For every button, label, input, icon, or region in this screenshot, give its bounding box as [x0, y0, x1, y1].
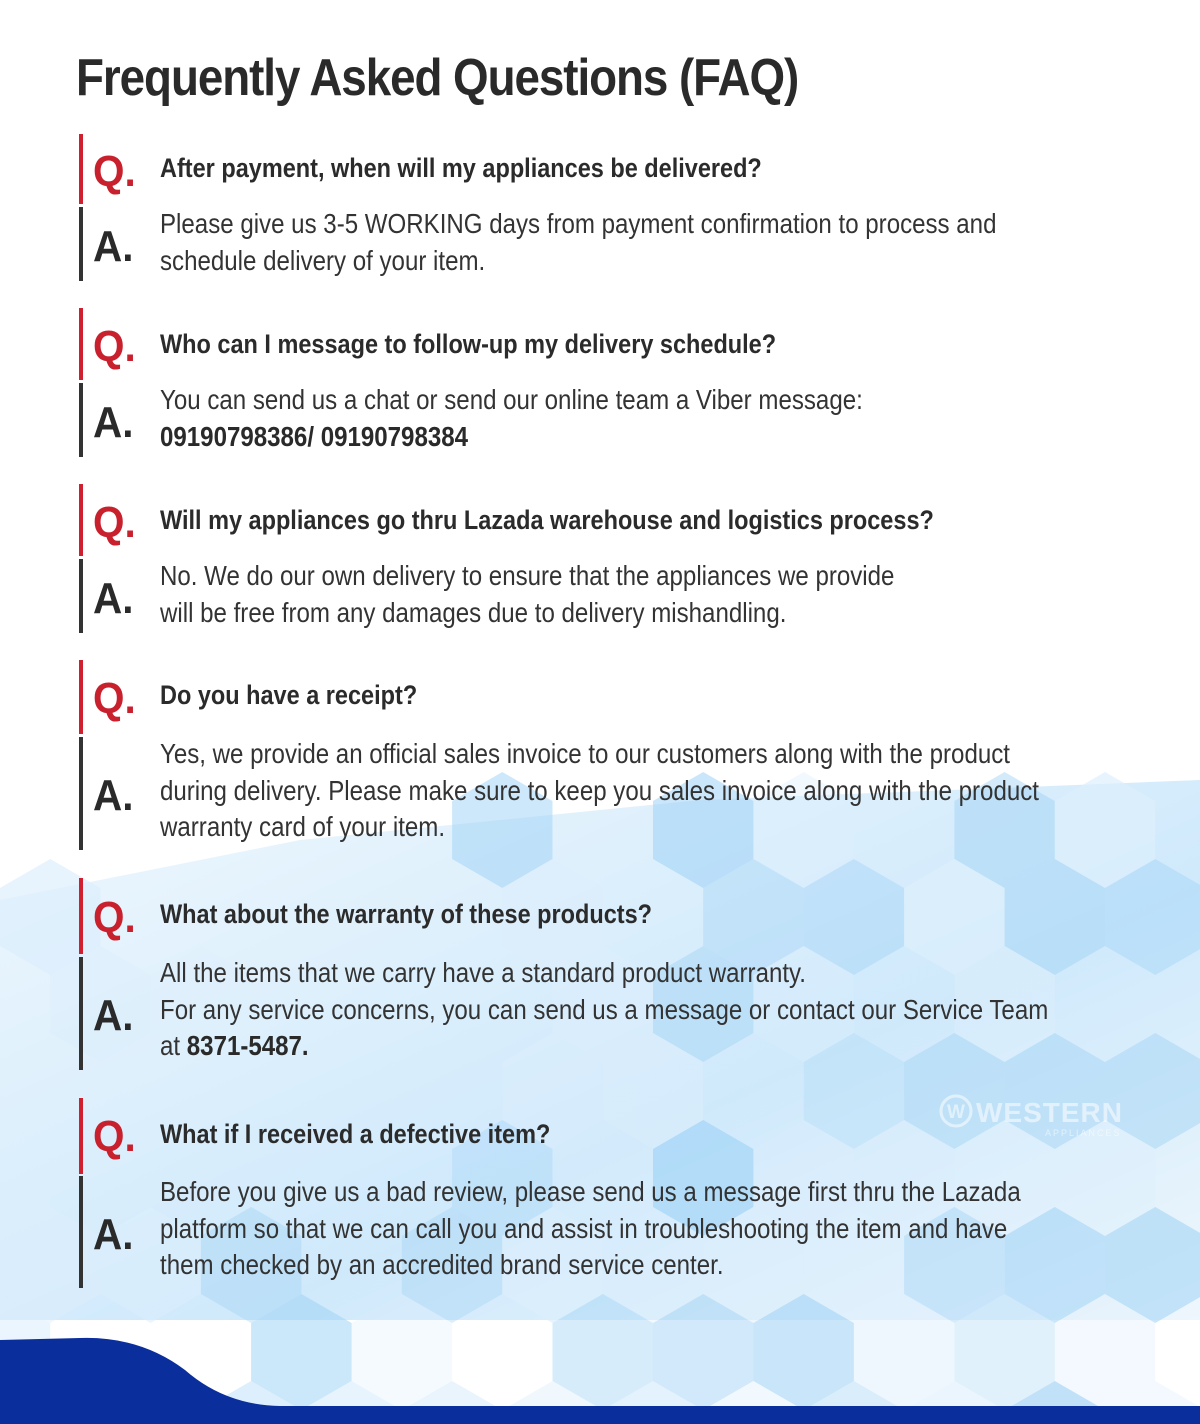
question-bar — [79, 484, 83, 556]
a-label: A. — [93, 574, 134, 623]
answer-bar — [79, 957, 83, 1070]
viber-phone-numbers: 09190798386/ 09190798384 — [160, 420, 469, 452]
answer-line: No. We do our own delivery to ensure that the appliances we provide — [160, 560, 895, 591]
q-label: Q. — [93, 674, 136, 723]
logo-tagline: APPLIANCES — [1045, 1128, 1122, 1138]
answer-bar — [79, 559, 83, 633]
question-bar — [79, 308, 83, 380]
answer-line — [160, 1028, 1132, 1065]
answer-line: them checked by an accredited brand service center. — [160, 1249, 724, 1280]
answer-bar — [79, 207, 83, 281]
question-text: Do you have a receipt? — [160, 680, 418, 710]
question-bar — [79, 134, 83, 204]
q-label: Q. — [93, 147, 136, 196]
a-label: A. — [93, 991, 134, 1040]
question-text: What about the warranty of these products? — [160, 899, 653, 929]
answer-bar — [79, 383, 83, 457]
q-label: Q. — [93, 322, 136, 371]
answer-line: For any service concerns, you can send us a message or contact our Service Team — [160, 993, 1049, 1025]
question-bar — [79, 878, 83, 954]
answer-line — [160, 419, 1132, 456]
answer-text — [160, 558, 1132, 631]
answer-line: Please give us 3-5 WORKING days from payment confirmation to process and — [160, 208, 997, 239]
q-label: Q. — [93, 498, 136, 547]
q-label: Q. — [93, 893, 136, 942]
answer-text — [160, 736, 1132, 846]
answer-line: Before you give us a bad review, please send us a message first thru the Lazada — [160, 1176, 1021, 1207]
answer-text — [160, 382, 1132, 455]
answer-text — [160, 1174, 1132, 1284]
question-text: Who can I message to follow-up my delivery schedule? — [160, 329, 777, 359]
answer-line: platform so that we can call you and assist in troubleshooting the item and have — [160, 1212, 1008, 1244]
logo-mark: W — [947, 1102, 965, 1123]
answer-prefix: at — [160, 1030, 187, 1061]
a-label: A. — [93, 1210, 134, 1259]
western-appliances-logo — [938, 1093, 1128, 1139]
answer-line: warranty card of your item. — [160, 811, 446, 842]
answer-bar — [79, 737, 83, 850]
question-text: After payment, when will my appliances be delivered? — [160, 153, 762, 183]
a-label: A. — [93, 222, 134, 271]
question-bar — [79, 1098, 83, 1174]
a-label: A. — [93, 398, 134, 447]
question-text: Will my appliances go thru Lazada warehouse and logistics process? — [160, 505, 934, 535]
answer-line: during delivery. Please make sure to keep you sales invoice along with the product — [160, 774, 1039, 806]
answer-line: will be free from any damages due to delivery mishandling. — [160, 596, 787, 628]
q-label: Q. — [93, 1112, 136, 1161]
answer-line: All the items that we carry have a standard product warranty. — [160, 957, 807, 988]
question-bar — [79, 660, 83, 734]
answer-text — [160, 955, 1132, 1065]
answer-line: You can send us a chat or send our online team a Viber message: — [160, 384, 863, 415]
question-text: What if I received a defective item? — [160, 1119, 551, 1149]
page-title: Frequently Asked Questions (FAQ) — [76, 49, 799, 107]
a-label: A. — [93, 771, 134, 820]
answer-line: schedule delivery of your item. — [160, 244, 486, 276]
answer-text — [160, 206, 1132, 279]
service-team-phone: 8371-5487. — [186, 1030, 309, 1061]
logo-wordmark: WESTERN — [976, 1097, 1123, 1128]
answer-line: Yes, we provide an official sales invoice to our customers along with the product — [160, 738, 1010, 769]
answer-bar — [79, 1176, 83, 1288]
